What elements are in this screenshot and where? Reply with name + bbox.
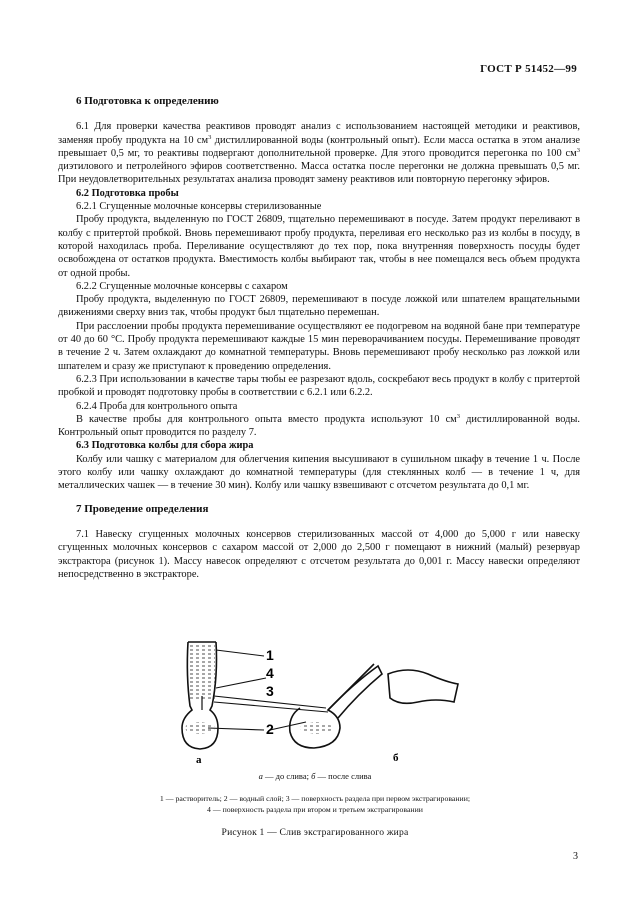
figure-legend-line-2: 4 — поверхность раздела при втором и третьем экстрагировании: [207, 805, 423, 814]
section-7-title: 7 Проведение определения: [76, 502, 209, 515]
paragraph-6-1: 6.1 Для проверки качества реактивов проводят анализ с использованием настоящей методики и реактивов, заменяя пробу продукта на 10 $см^3$ дистиллированной воды (контрольный опыт). Если масса остатка в этом анализе превышает 0,5 мг, то реактивы подвергают дополнительной проверке. Для этого проводится перегонка по 100 $см^3$ диэтилового и петролейного эфиров соответственно. Масса остатка после перегонки не должна превышать 0,5 мг. При неудовлетворительных результатах анализа проводят замену реактивов или повторную перегонку эфиров.: [58, 121, 580, 186]
subsection-6-2-2: 6.2.2 Сгущенные молочные консервы с сахаром: [76, 280, 288, 292]
paragraph-6-2-2: Пробу продукта, выделенную по ГОСТ 26809, перемешивают в посуде ложкой или шпателем вращательными движениями сверху вниз так, чтобы продукт был тщательно перемешан.: [58, 294, 580, 319]
section-6-2-title: 6.2 Подготовка пробы: [76, 187, 179, 199]
figure-title: Рисунок 1 — Слив экстрагированного жира: [221, 827, 409, 838]
extractor-b: [290, 664, 458, 748]
paragraph-6-2-2-b: При расслоении пробы продукта перемешивание осуществляют ее подогревом на водяной бане при температуре от 40 до 60 °С. Пробу продукта перемешивают каждые 15 мин переворачиванием посуды. Перемешивание проводят в течение 2 ч. Затем охлаждают до комнатной температуры. Вновь перемешивают пробу несколько раз ложкой или шпателем и сразу же приступают к проведению определения.: [58, 320, 580, 372]
figure-label-2: 2: [266, 721, 274, 737]
paragraph-6-3: Колбу или чашку с материалом для облегчения кипения высушивают в сушильном шкафу в течение 1 ч. После этого колбу или чашку охлаждают до комнатной температуры (для стеклянных колб — в течение 1 ч, для металлических чашек — в течение 30 мин). Колбу или чашку взвешивают с отсчетом результата до 0,1 мг.: [58, 453, 580, 492]
section-6-title: 6 Подготовка к определению: [76, 95, 219, 107]
subsection-6-2-4: 6.2.4 Проба для контрольного опыта: [76, 400, 238, 412]
paragraph-7-1: 7.1 Навеску сгущенных молочных консервов стерилизованных массой от 4,000 до 5,000 г или навеску сгущенных молочных консервов с сахаром массой от 2,000 до 2,500 г помещают в нижний (малый) резервуар экстрактора (рисунок 1). Массу навесок определяют с отсчетом результата до 0,001 г. Массу навески определяют непосредственно в экстракторе.: [58, 528, 580, 580]
figure-label-3: 3: [266, 683, 274, 699]
subsection-6-2-1: 6.2.1 Сгущенные молочные консервы стерилизованные: [76, 201, 322, 213]
figure-label-4: 4: [266, 665, 274, 681]
figure-legend: [0, 793, 630, 815]
document-code: ГОСТ Р 51452—99: [480, 63, 577, 75]
figure-subcaption: а — до слива; б — после слива: [258, 771, 372, 781]
extractor-a: [182, 642, 218, 749]
paragraph-6-2-3: 6.2.3 При использовании в качестве тары тюбы ее разрезают вдоль, соскребают весь продукт в колбу с притертой пробкой и проводят подготовку пробы в соответствии с 6.2.1 или 6.2.2.: [58, 373, 580, 399]
paragraph-6-2-1: Пробу продукта, выделенную по ГОСТ 26809, тщательно перемешивают в посуде. Затем продукт переливают в колбу с притертой пробкой. Вновь перемешивают пробу продукта, переливая его несколько раз из колбы в посуду, в которой находилась проба. Переливание осуществляют до тех пор, пока внутренняя поверхность посуды будет освобождена от остатков продукта. Вместимость колбы выбирают так, чтобы в нее помещался весь объем продукта от одной пробы.: [58, 214, 580, 279]
extractor-figure: [178, 636, 470, 766]
figure-legend-line-1: 1 — растворитель; 2 — водный слой; 3 — поверхность раздела при первом экстрагировании;: [159, 794, 471, 803]
figure-label-a: а: [196, 754, 202, 766]
figure-label-1: 1: [266, 647, 274, 663]
figure-label-b: б: [393, 752, 399, 764]
page-number: 3: [573, 851, 578, 862]
paragraph-6-2-4: В качестве пробы для контрольного опыта вместо продукта используют 10 $см^3$ дистиллированной воды. Контрольный опыт проводится по разделу 7.: [58, 412, 580, 439]
section-6-3-title: 6.3 Подготовка колбы для сбора жира: [76, 440, 254, 452]
document-body: [58, 95, 580, 581]
